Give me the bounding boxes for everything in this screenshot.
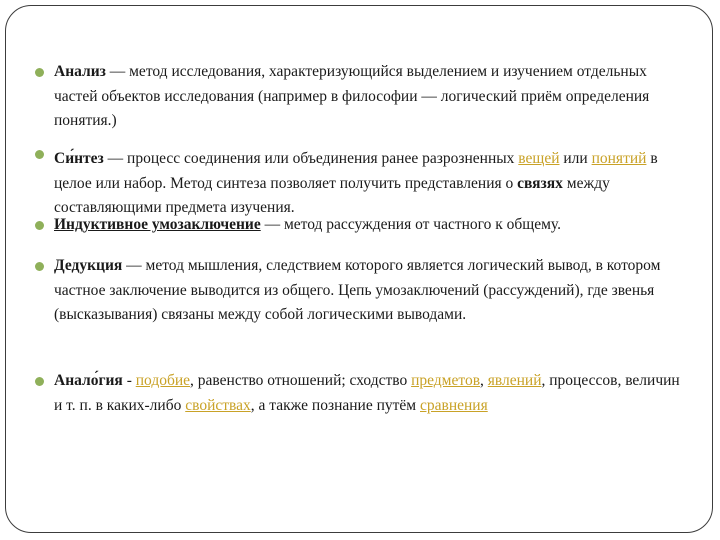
link-comparison[interactable]: сравнения [420,396,488,414]
definition-text: — процесс соединения или объединения ранее разрозненных [103,150,519,167]
definition-text: - [122,372,136,389]
definition-text: или [559,150,592,167]
definition-text: — метод рассуждения от частного к общему. [260,216,562,233]
term-deduction: Дедукция [54,257,123,274]
definition-text: — метод исследования, характеризующийся выделением и изучением отдельных частей объектов исследования (например в философии — логический приём определения понятия.) [54,63,650,129]
item-body [54,213,680,238]
term-analysis: Анализ [54,63,106,80]
definition-text: между составляющими предмета изучения. [54,174,610,216]
item-body [54,369,680,418]
list-item-analogy [54,369,680,418]
slide-frame [5,5,713,533]
definition-text: , процессов, величин и т. п. в каких-либо [54,372,680,414]
definition-text: , а также познание путём [250,396,420,414]
item-body [54,60,680,134]
link-objects[interactable]: предметов [411,372,481,389]
bullet-icon [35,377,44,386]
link-things[interactable]: вещей [518,150,560,167]
term-analogy: Анало́гия [54,372,123,389]
bullet-list [6,6,712,532]
list-item-deduction [54,254,680,328]
bullet-icon [35,262,44,271]
definition-text: , [480,372,488,389]
list-item-analysis [54,60,680,134]
list-item-induction [54,213,680,238]
definition-text: — метод мышления, следствием которого является логический вывод, в котором частное заключение выводится из общего. Цепь умозаключений (рассуждений), где звенья (высказывания) связаны между собой логическими выводами. [54,257,661,323]
definition-text: , равенство отношений; сходство [190,372,412,389]
link-properties[interactable]: свойствах [185,396,251,414]
bullet-icon [35,221,44,230]
bullet-icon [35,68,44,77]
link-similarity[interactable]: подобие [135,372,191,389]
item-body [54,254,680,328]
definition-text: в целое или набор. Метод синтеза позволяет получить представления о [54,150,658,192]
link-phenomena[interactable]: явлений [487,372,542,389]
term-synthesis: Си́нтез [54,150,104,167]
list-item-synthesis [54,147,680,221]
term-connections: связях [517,174,563,192]
item-body [54,147,680,221]
bullet-icon [35,150,44,159]
term-induction: Индуктивное умозаключение [54,216,261,233]
link-concepts[interactable]: понятий [591,150,647,167]
